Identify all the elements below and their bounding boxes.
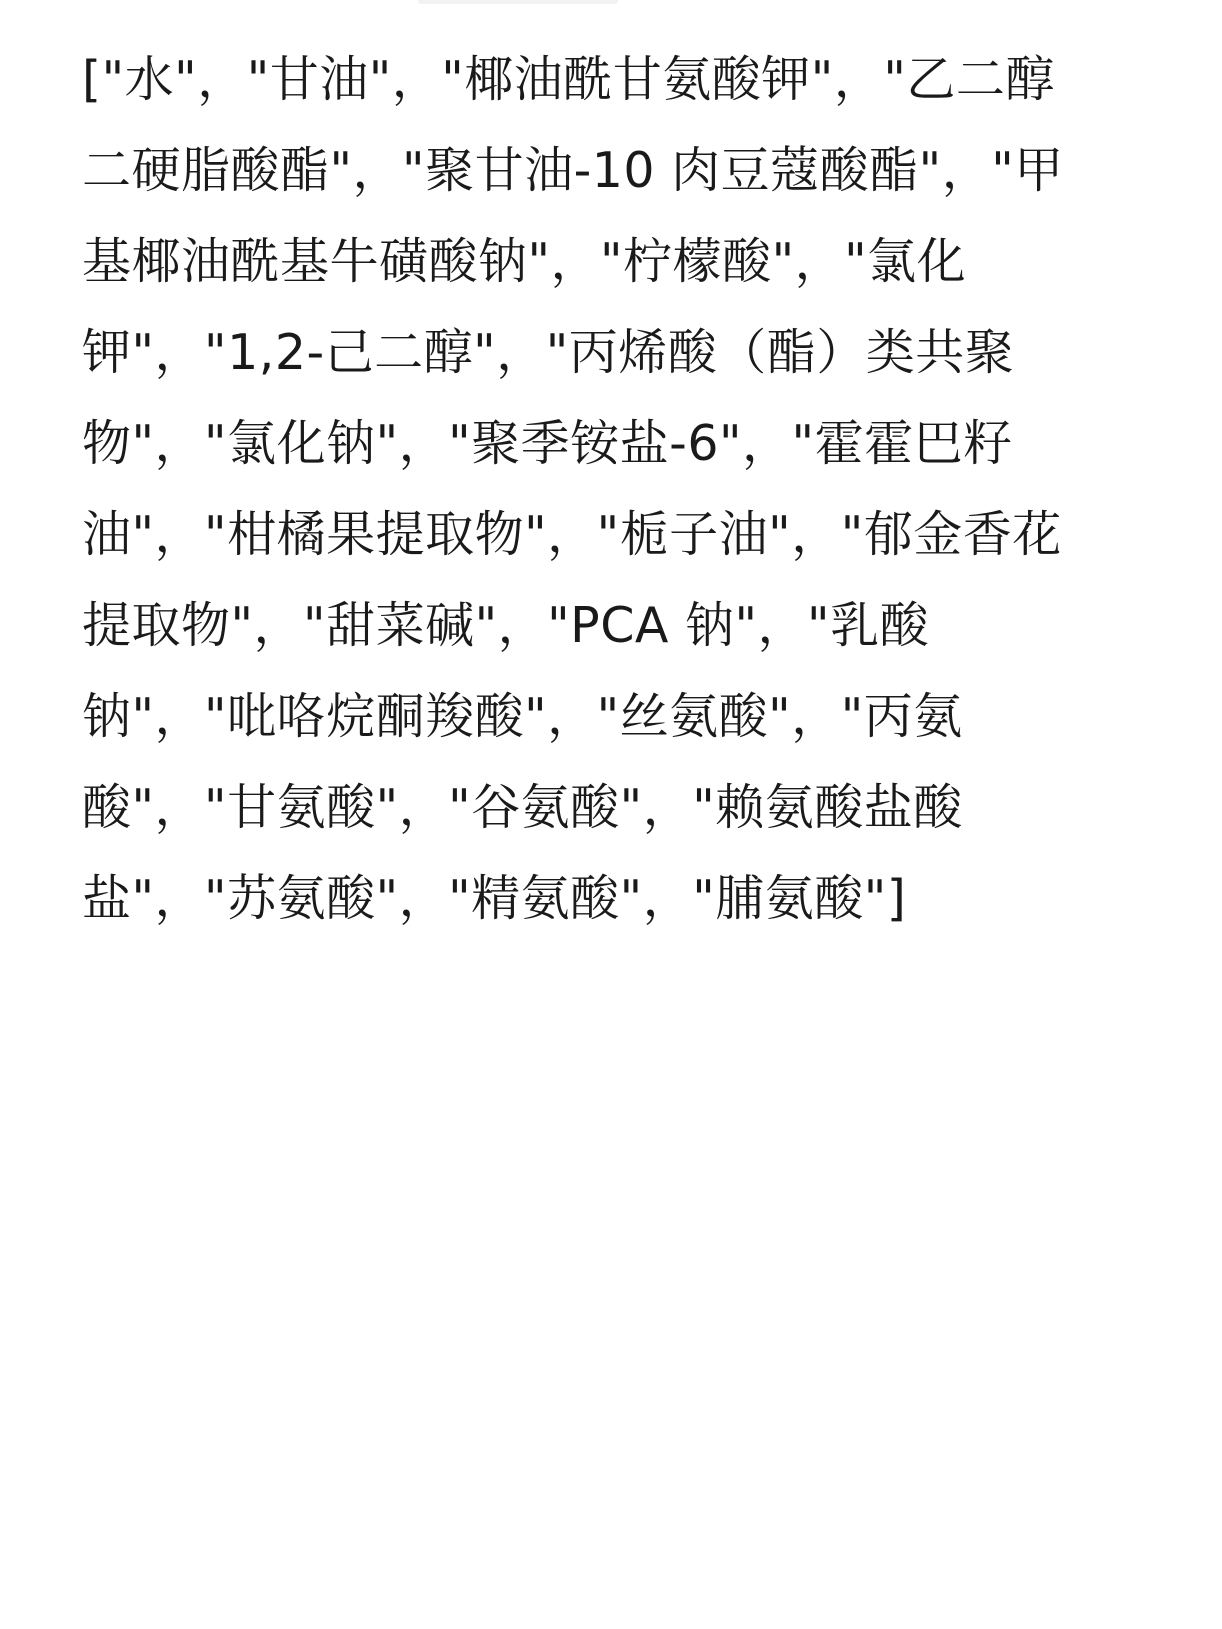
- text-line: 盐"，"苏氨酸"，"精氨酸"，"脯氨酸"]: [82, 870, 907, 927]
- text-line: 钾"，"1,2-己二醇"，"丙烯酸（酯）类共聚: [82, 324, 1015, 381]
- text-line: 提取物"，"甜菜碱"，"PCA 钠"，"乳酸: [82, 597, 930, 654]
- ingredient-list-text: [82, 34, 1152, 944]
- text-line: ["水"，"甘油"，"椰油酰甘氨酸钾"，"乙二醇: [82, 51, 1055, 108]
- text-line: 钠"，"吡咯烷酮羧酸"，"丝氨酸"，"丙氨: [82, 688, 963, 745]
- text-line: 酸"，"甘氨酸"，"谷氨酸"，"赖氨酸盐酸: [82, 779, 963, 836]
- text-line: 油"，"柑橘果提取物"，"栀子油"，"郁金香花: [82, 506, 1062, 563]
- text-line: 物"，"氯化钠"，"聚季铵盐-6"，"霍霍巴籽: [82, 415, 1013, 472]
- top-edge-sliver: [418, 0, 618, 4]
- text-line: 二硬脂酸酯"，"聚甘油-10 肉豆蔻酸酯"，"甲: [82, 142, 1064, 199]
- text-line: 基椰油酰基牛磺酸钠"，"柠檬酸"，"氯化: [82, 233, 967, 290]
